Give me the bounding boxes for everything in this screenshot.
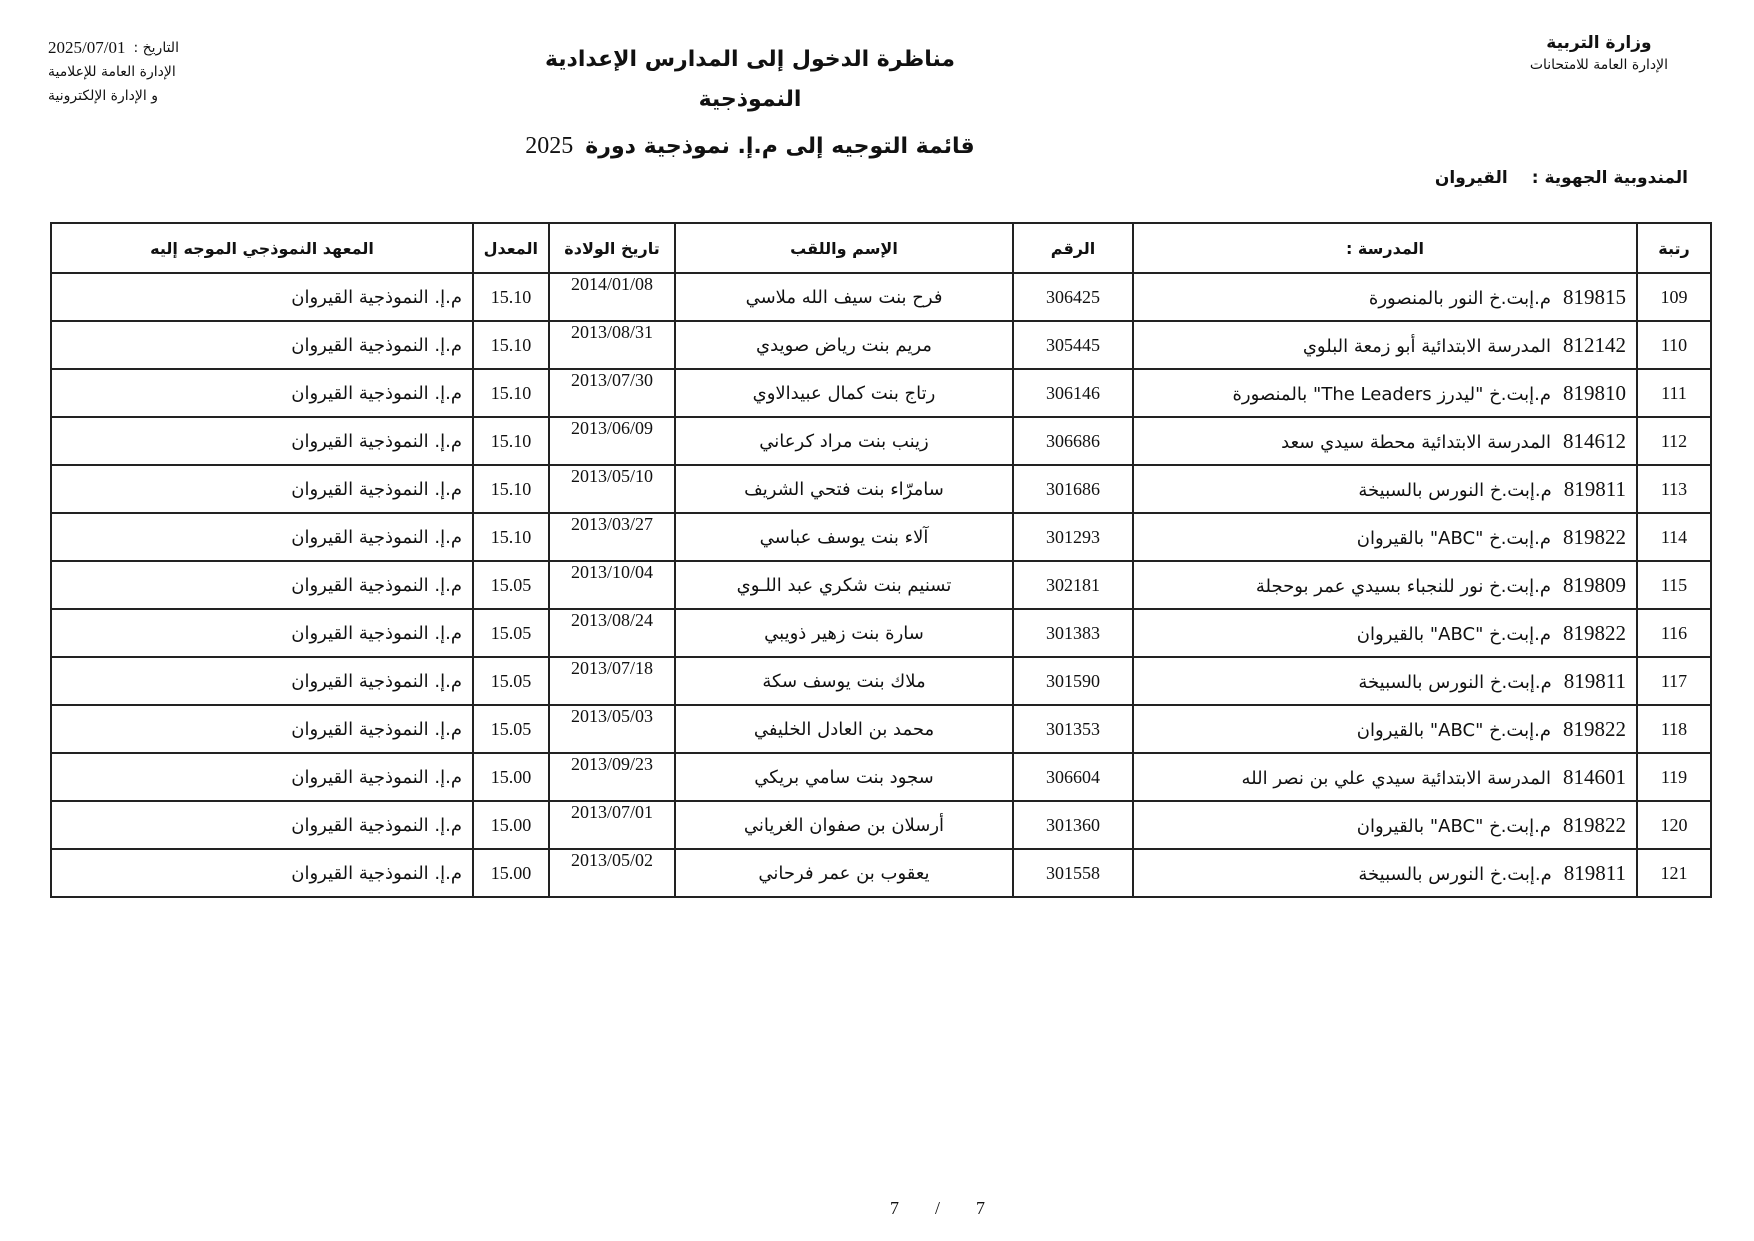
cell-institute: م.إ. النموذجية القيروان [51, 273, 473, 321]
school-name: م.إبت.خ نور للنجباء بسيدي عمر بوحجلة [1255, 575, 1551, 597]
table-row [51, 369, 1711, 417]
document-title-block [500, 40, 1000, 167]
cell-institute: م.إ. النموذجية القيروان [51, 561, 473, 609]
cell-school [1133, 321, 1637, 369]
cell-institute: م.إ. النموذجية القيروان [51, 465, 473, 513]
school-code: 819809 [1563, 572, 1626, 597]
school-code: 819822 [1563, 812, 1626, 837]
school-code: 814612 [1563, 428, 1626, 453]
results-table [50, 222, 1712, 898]
cell-average: 15.05 [473, 609, 549, 657]
cell-school [1133, 657, 1637, 705]
table-row [51, 321, 1711, 369]
session-year: 2025 [525, 133, 574, 159]
cell-name: زينب بنت مراد كرعاني [675, 417, 1013, 465]
school-name: م.إبت.خ "ABC" بالقيروان [1356, 719, 1551, 741]
school-code: 819811 [1563, 668, 1626, 693]
cell-birthdate: 2013/05/10 [549, 465, 675, 513]
cell-number: 301293 [1013, 513, 1133, 561]
cell-average: 15.10 [473, 513, 549, 561]
cell-average: 15.00 [473, 849, 549, 897]
header-number: الرقم [1013, 223, 1133, 273]
school-name: م.إبت.خ النورس بالسبيخة [1358, 671, 1552, 693]
cell-average: 15.10 [473, 273, 549, 321]
cell-average: 15.05 [473, 705, 549, 753]
region-line [1435, 168, 1688, 188]
cell-name: سامرّاء بنت فتحي الشريف [675, 465, 1013, 513]
date-header [48, 36, 218, 108]
cell-name: سجود بنت سامي بريكي [675, 753, 1013, 801]
header-school: المدرسة : [1133, 223, 1637, 273]
cell-institute: م.إ. النموذجية القيروان [51, 513, 473, 561]
header-birthdate: تاريخ الولادة [549, 223, 675, 273]
table-row [51, 801, 1711, 849]
school-name: المدرسة الابتدائية محطة سيدي سعد [1281, 431, 1551, 453]
cell-rank: 117 [1637, 657, 1711, 705]
directorate-line-2: و الإدارة الإلكترونية [48, 88, 158, 104]
cell-birthdate: 2013/09/23 [549, 753, 675, 801]
ministry-header [1530, 32, 1668, 76]
cell-birthdate: 2013/07/30 [549, 369, 675, 417]
cell-institute: م.إ. النموذجية القيروان [51, 609, 473, 657]
cell-name: أرسلان بن صفوان الغرياني [675, 801, 1013, 849]
cell-name: رتاج بنت كمال عبيدالاوي [675, 369, 1013, 417]
cell-school [1133, 273, 1637, 321]
region-value: القيروان [1434, 168, 1508, 188]
cell-average: 15.10 [473, 369, 549, 417]
cell-average: 15.10 [473, 417, 549, 465]
cell-rank: 111 [1637, 369, 1711, 417]
cell-number: 301558 [1013, 849, 1133, 897]
school-code: 819811 [1563, 860, 1626, 885]
school-name: م.إبت.خ "ABC" بالقيروان [1356, 623, 1551, 645]
cell-name: يعقوب بن عمر فرحاني [675, 849, 1013, 897]
school-name: م.إبت.خ "ليدرز The Leaders" بالمنصورة [1232, 383, 1551, 405]
cell-rank: 112 [1637, 417, 1711, 465]
cell-average: 15.05 [473, 657, 549, 705]
document-subtitle [500, 126, 1000, 167]
school-code: 819810 [1563, 380, 1626, 405]
cell-average: 15.00 [473, 801, 549, 849]
cell-number: 306604 [1013, 753, 1133, 801]
department-name: الإدارة العامة للامتحانات [1529, 57, 1668, 73]
cell-school [1133, 561, 1637, 609]
cell-institute: م.إ. النموذجية القيروان [51, 657, 473, 705]
table-row [51, 417, 1711, 465]
cell-birthdate: 2013/08/31 [549, 321, 675, 369]
date-label: التاريخ : [133, 40, 179, 56]
cell-birthdate: 2013/06/09 [549, 417, 675, 465]
table-row [51, 705, 1711, 753]
table-row [51, 849, 1711, 897]
cell-birthdate: 2013/03/27 [549, 513, 675, 561]
header-name: الإسم واللقب [675, 223, 1013, 273]
cell-name: سارة بنت زهير ذويبي [675, 609, 1013, 657]
cell-number: 305445 [1013, 321, 1133, 369]
cell-rank: 121 [1637, 849, 1711, 897]
cell-school [1133, 417, 1637, 465]
header-institute: المعهد النموذجي الموجه إليه [51, 223, 473, 273]
page-total: 7 [976, 1198, 986, 1218]
cell-average: 15.10 [473, 465, 549, 513]
page-number [890, 1198, 985, 1219]
cell-school [1133, 849, 1637, 897]
cell-rank: 109 [1637, 273, 1711, 321]
school-code: 814601 [1563, 764, 1626, 789]
cell-rank: 119 [1637, 753, 1711, 801]
cell-name: مريم بنت رياض صويدي [675, 321, 1013, 369]
cell-average: 15.10 [473, 321, 549, 369]
school-name: م.إبت.خ النورس بالسبيخة [1358, 479, 1552, 501]
cell-school [1133, 513, 1637, 561]
school-code: 819822 [1563, 620, 1626, 645]
cell-institute: م.إ. النموذجية القيروان [51, 849, 473, 897]
school-name: المدرسة الابتدائية سيدي علي بن نصر الله [1241, 767, 1551, 789]
cell-birthdate: 2014/01/08 [549, 273, 675, 321]
cell-school [1133, 753, 1637, 801]
cell-number: 306425 [1013, 273, 1133, 321]
table-row [51, 657, 1711, 705]
cell-birthdate: 2013/07/18 [549, 657, 675, 705]
table-row [51, 465, 1711, 513]
cell-rank: 116 [1637, 609, 1711, 657]
ministry-name: وزارة التربية [1546, 33, 1652, 53]
cell-number: 301590 [1013, 657, 1133, 705]
date-value: 2025/07/01 [48, 38, 126, 57]
cell-school [1133, 465, 1637, 513]
school-name: م.إبت.خ "ABC" بالقيروان [1356, 815, 1551, 837]
table-row [51, 753, 1711, 801]
school-name: م.إبت.خ "ABC" بالقيروان [1356, 527, 1551, 549]
cell-birthdate: 2013/08/24 [549, 609, 675, 657]
table-header-row [51, 223, 1711, 273]
school-code: 819822 [1563, 524, 1626, 549]
school-code: 812142 [1563, 332, 1626, 357]
cell-rank: 120 [1637, 801, 1711, 849]
cell-rank: 115 [1637, 561, 1711, 609]
cell-number: 306686 [1013, 417, 1133, 465]
cell-rank: 113 [1637, 465, 1711, 513]
cell-name: آلاء بنت يوسف عباسي [675, 513, 1013, 561]
cell-average: 15.00 [473, 753, 549, 801]
cell-birthdate: 2013/05/02 [549, 849, 675, 897]
cell-birthdate: 2013/07/01 [549, 801, 675, 849]
date-row [48, 36, 218, 60]
school-code: 819822 [1563, 716, 1626, 741]
header-rank: رتبة [1637, 223, 1711, 273]
page-separator: / [935, 1198, 941, 1218]
cell-number: 301686 [1013, 465, 1133, 513]
cell-number: 301360 [1013, 801, 1133, 849]
subtitle-text: قائمة التوجيه إلى م.إ. نموذجية دورة [585, 134, 975, 159]
cell-number: 301353 [1013, 705, 1133, 753]
cell-institute: م.إ. النموذجية القيروان [51, 369, 473, 417]
cell-school [1133, 369, 1637, 417]
cell-rank: 114 [1637, 513, 1711, 561]
table-row [51, 513, 1711, 561]
cell-rank: 110 [1637, 321, 1711, 369]
cell-rank: 118 [1637, 705, 1711, 753]
cell-number: 301383 [1013, 609, 1133, 657]
region-label: المندوبية الجهوية : [1531, 168, 1688, 188]
cell-school [1133, 801, 1637, 849]
table-row [51, 609, 1711, 657]
school-name: م.إبت.خ النور بالمنصورة [1368, 287, 1551, 309]
cell-institute: م.إ. النموذجية القيروان [51, 753, 473, 801]
cell-number: 306146 [1013, 369, 1133, 417]
cell-name: فرح بنت سيف الله ملاسي [675, 273, 1013, 321]
cell-school [1133, 609, 1637, 657]
cell-average: 15.05 [473, 561, 549, 609]
directorate-line-1: الإدارة العامة للإعلامية [48, 64, 176, 80]
cell-institute: م.إ. النموذجية القيروان [51, 705, 473, 753]
cell-birthdate: 2013/05/03 [549, 705, 675, 753]
table-body [51, 273, 1711, 897]
table-row [51, 561, 1711, 609]
cell-number: 302181 [1013, 561, 1133, 609]
page-current: 7 [890, 1198, 899, 1218]
document-title: مناظرة الدخول إلى المدارس الإعدادية النموذجية [544, 47, 956, 112]
table-row [51, 273, 1711, 321]
cell-institute: م.إ. النموذجية القيروان [51, 801, 473, 849]
school-name: م.إبت.خ النورس بالسبيخة [1358, 863, 1552, 885]
school-code: 819815 [1563, 284, 1626, 309]
cell-name: ملاك بنت يوسف سكة [675, 657, 1013, 705]
school-name: المدرسة الابتدائية أبو زمعة البلوي [1302, 335, 1551, 357]
school-code: 819811 [1563, 476, 1626, 501]
cell-institute: م.إ. النموذجية القيروان [51, 321, 473, 369]
cell-school [1133, 705, 1637, 753]
cell-institute: م.إ. النموذجية القيروان [51, 417, 473, 465]
cell-name: تسنيم بنت شكري عبد اللـوي [675, 561, 1013, 609]
cell-name: محمد بن العادل الخليفي [675, 705, 1013, 753]
header-average: المعدل [473, 223, 549, 273]
cell-birthdate: 2013/10/04 [549, 561, 675, 609]
